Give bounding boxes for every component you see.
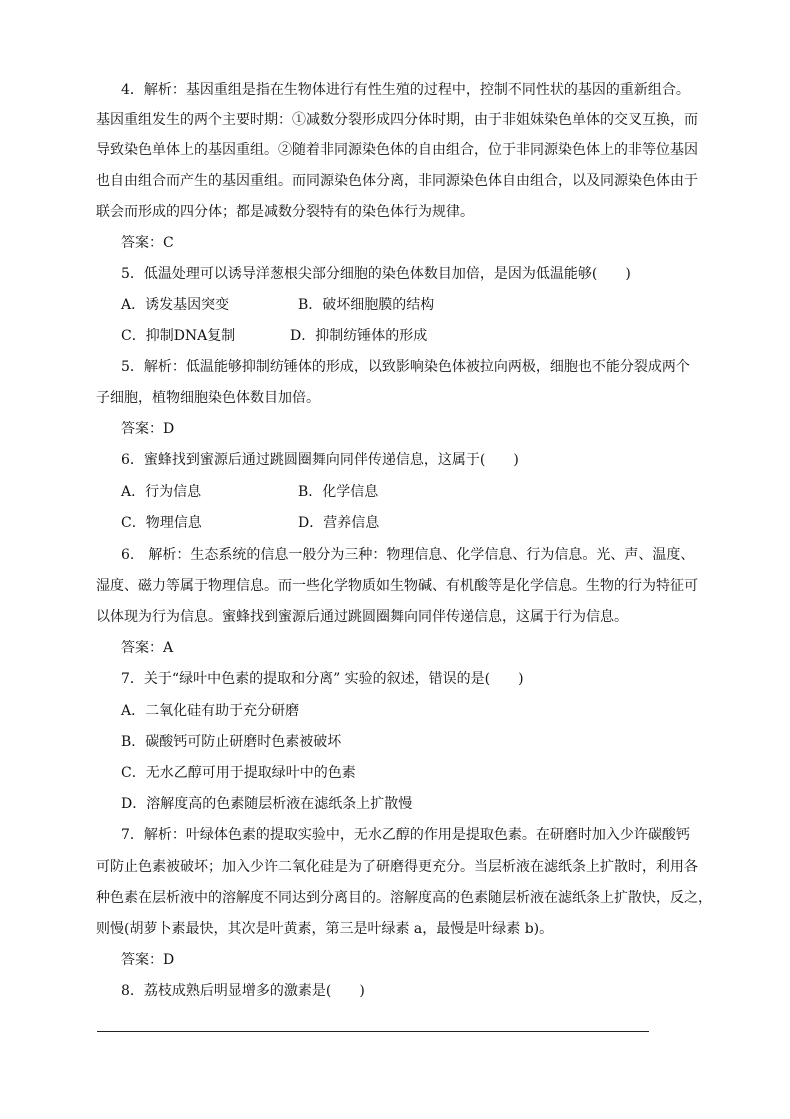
q7-analysis-line-3: 种色素在层析液中的溶解度不同达到分离目的。溶解度高的色素随层析液在滤纸条上扩散快，反之， — [96, 890, 712, 906]
q5-option-d: D．抑制纺锤体的形成 — [290, 328, 428, 344]
footer-divider — [97, 1031, 649, 1032]
q6-option-d: D．营养信息 — [298, 515, 380, 531]
q7-option-b: B．碳酸钙可防止研磨时色素被破坏 — [121, 734, 342, 750]
q7-analysis-line-2: 可防止色素被破坏；加入少许二氧化硅是为了研磨得更充分。当层析液在滤纸条上扩散时，利用各 — [96, 859, 698, 875]
q6-analysis-line-2: 湿度、磁力等属于物理信息。而一些化学物质如生物碱、有机酸等是化学信息。生物的行为特征可 — [96, 578, 698, 594]
q5-stem: 5．低温处理可以诱导洋葱根尖部分细胞的染色体数目加倍，是因为低温能够( ) — [121, 266, 631, 282]
q4-analysis-line-3: 导致染色单体上的基因重组。②随着非同源染色体的自由组合，位于非同源染色体上的非等位基因 — [96, 142, 698, 158]
q4-analysis-line-5: 联会而形成的四分体；都是减数分裂特有的染色体行为规律。 — [96, 204, 474, 220]
q6-answer: 答案：A — [121, 640, 174, 656]
q5-option-a: A．诱发基因突变 — [121, 297, 230, 313]
q4-analysis-line-2: 基因重组发生的两个主要时期：①减数分裂形成四分体时期，由于非姐妹染色单体的交叉互换，而 — [96, 112, 698, 128]
q5-analysis-line-2: 子细胞，植物细胞染色体数目加倍。 — [96, 390, 320, 406]
q6-stem: 6．蜜蜂找到蜜源后通过跳圆圈舞向同伴传递信息，这属于( ) — [121, 452, 519, 468]
q7-option-d: D．溶解度高的色素随层析液在滤纸条上扩散慢 — [121, 796, 413, 812]
q4-answer: 答案：C — [121, 235, 174, 251]
q7-option-a: A．二氧化硅有助于充分研磨 — [121, 703, 300, 719]
q7-analysis-line-1: 7．解析：叶绿体色素的提取实验中，无水乙醇的作用是提取色素。在研磨时加入少许碳酸钙 — [121, 827, 690, 843]
q4-analysis-line-4: 也自由组合而产生的基因重组。而同源染色体分离，非同源染色体自由组合，以及同源染色体由于 — [96, 173, 698, 189]
q6-analysis-line-3: 以体现为行为信息。蜜蜂找到蜜源后通过跳圆圈舞向同伴传递信息，这属于行为信息。 — [96, 609, 628, 625]
q6-option-b: B．化学信息 — [298, 484, 379, 500]
q7-stem: 7．关于“绿叶中色素的提取和分离” 实验的叙述，错误的是( ) — [121, 671, 524, 687]
q6-option-a: A．行为信息 — [121, 484, 202, 500]
q8-stem: 8．荔枝成熟后明显增多的激素是( ) — [121, 983, 365, 999]
q6-analysis-line-1: 6. 解析：生态系统的信息一般分为三种：物理信息、化学信息、行为信息。光、声、温度、 — [121, 547, 695, 563]
q4-analysis-line-1: 4．解析：基因重组是指在生物体进行有性生殖的过程中，控制不同性状的基因的重新组合。 — [121, 82, 690, 98]
q5-option-b: B．破坏细胞膜的结构 — [298, 297, 435, 313]
q7-analysis-line-4: 则慢(胡萝卜素最快，其次是叶黄素，第三是叶绿素 a，最慢是叶绿素 b)。 — [96, 921, 554, 937]
q7-option-c: C．无水乙醇可用于提取绿叶中的色素 — [121, 765, 356, 781]
q7-answer: 答案：D — [121, 952, 175, 968]
q5-analysis-line-1: 5．解析：低温能够抑制纺锤体的形成，以致影响染色体被拉向两极，细胞也不能分裂成两个 — [121, 359, 690, 375]
q6-option-c: C．物理信息 — [121, 515, 202, 531]
q5-option-c: C．抑制DNA复制 — [121, 328, 236, 344]
q5-answer: 答案：D — [121, 421, 175, 437]
